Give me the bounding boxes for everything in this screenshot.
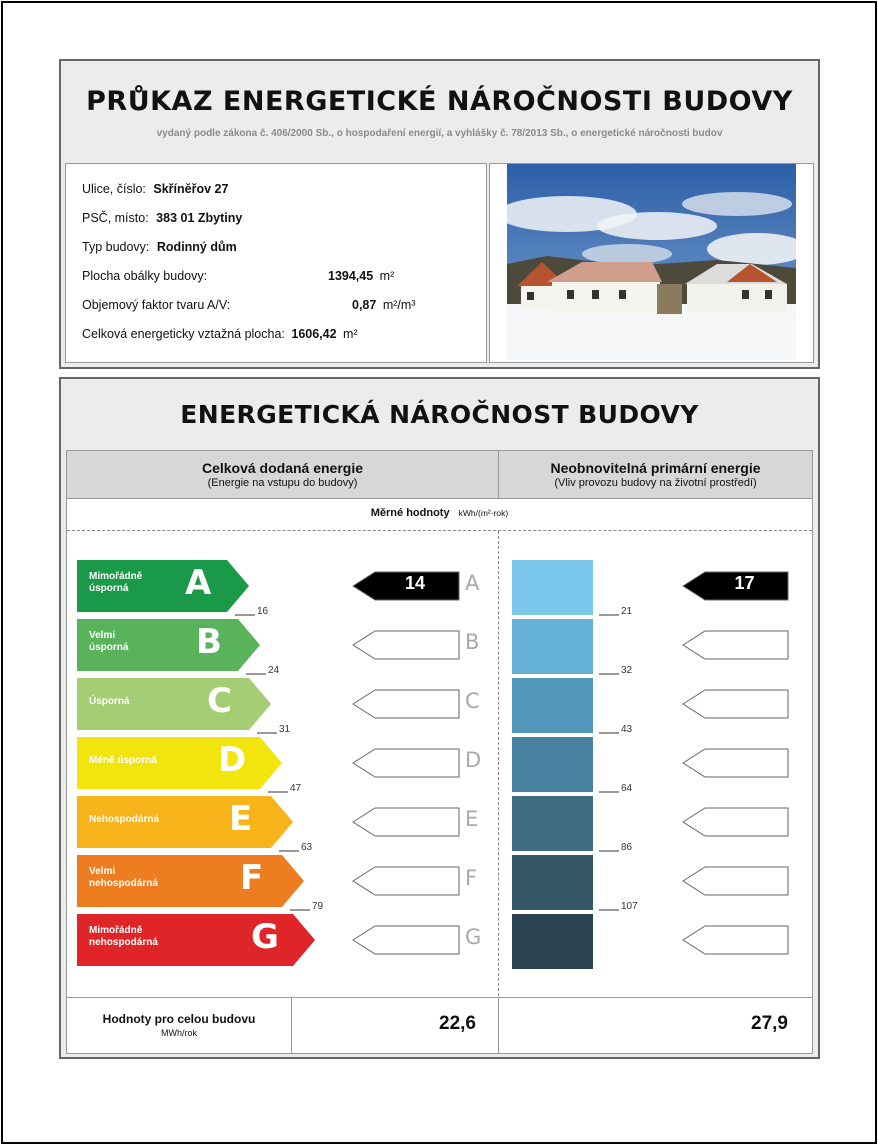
- primary-threshold-43: 43: [621, 724, 633, 735]
- envelope-value: 1394,45: [328, 269, 374, 283]
- class-label-line2: úsporná: [89, 583, 129, 594]
- primary-energy-total: 27,9: [751, 1013, 788, 1034]
- envelope-row: [82, 269, 207, 283]
- delivered-class-letter-g: G: [465, 925, 482, 949]
- class-label-line1: Velmi: [89, 866, 116, 877]
- scale-labels-layer: [65, 529, 810, 999]
- building-type-value: Rodinný dům: [156, 240, 237, 254]
- delivered-class-letter-c: C: [465, 689, 480, 713]
- reference-area-label: Celková energeticky vztažná plocha:: [82, 327, 285, 341]
- whole-building-unit: MWh/rok: [161, 1028, 197, 1038]
- building-type-label: Typ budovy:: [82, 240, 150, 254]
- class-label-f: [89, 866, 158, 890]
- whole-building-title: Hodnoty pro celou budovu: [102, 1012, 256, 1026]
- delivered-energy-total: 22,6: [439, 1013, 476, 1034]
- zip-label: PSČ, místo:: [82, 211, 149, 225]
- delivered-class-letter-a: A: [465, 571, 480, 595]
- class-label-e: [89, 814, 159, 826]
- delivered-energy-title: Celková dodaná energie: [201, 460, 364, 476]
- reference-area-row: [82, 327, 358, 341]
- delivered-threshold-16: 16: [257, 606, 269, 617]
- primary-energy-title: Neobnovitelná primární energie: [550, 460, 761, 476]
- delivered-class-letter-e: E: [465, 807, 479, 831]
- class-label-line1: Mimořádně: [89, 925, 143, 936]
- certificate-title: PRŮKAZ ENERGETICKÉ NÁROČNOSTI BUDOVY: [86, 86, 793, 117]
- delivered-class-letter-d: D: [465, 748, 482, 772]
- class-label-c: [89, 696, 130, 708]
- class-letter-g: G: [251, 917, 279, 957]
- class-label-line2: nehospodárná: [89, 937, 158, 948]
- class-label-line1: Nehospodárná: [89, 814, 160, 825]
- class-label-line2: úsporná: [89, 642, 129, 653]
- class-letter-c: C: [207, 681, 232, 721]
- delivered-energy-subtitle: (Energie na vstupu do budovy): [207, 477, 358, 489]
- class-label-line1: Méně úsporná: [89, 755, 157, 766]
- class-letter-d: D: [218, 740, 247, 780]
- delivered-threshold-79: 79: [312, 901, 324, 912]
- primary-energy-header: [499, 460, 812, 489]
- specific-values-unit: kWh/(m²·rok): [458, 508, 509, 518]
- delivered-threshold-63: 63: [301, 842, 313, 853]
- envelope-unit: m²: [379, 269, 395, 283]
- primary-energy-value: 17: [734, 573, 755, 593]
- zip-row: [82, 211, 242, 225]
- building-photo-frame: [489, 163, 814, 363]
- delivered-threshold-24: 24: [268, 665, 280, 676]
- shape-factor-row: [82, 298, 230, 312]
- delivered-threshold-31: 31: [279, 724, 291, 735]
- delivered-energy-value: 14: [404, 573, 426, 593]
- street-row: [82, 182, 228, 196]
- building-info-panel: [65, 163, 487, 363]
- reference-area-unit: m²: [343, 327, 358, 341]
- specific-values-title: Měrné hodnoty: [370, 507, 450, 519]
- primary-threshold-86: 86: [621, 842, 633, 853]
- street-value: Skříněřov 27: [153, 182, 229, 196]
- shape-factor-value: 0,87: [352, 298, 377, 312]
- primary-energy-subtitle: (Vliv provozu budovy na životní prostředí): [554, 477, 757, 489]
- certificate-header: [59, 59, 820, 369]
- class-label-a: [89, 571, 142, 595]
- envelope-label: Plocha obálky budovy:: [82, 269, 208, 283]
- class-letter-a: A: [185, 563, 212, 603]
- class-label-line1: Velmi: [89, 630, 116, 641]
- class-label-line2: nehospodárná: [89, 878, 158, 889]
- class-letter-e: E: [229, 799, 253, 839]
- delivered-energy-header: [67, 460, 498, 489]
- shape-factor-value-group: [352, 298, 415, 312]
- class-letter-b: B: [196, 622, 222, 662]
- class-label-d: [89, 755, 157, 767]
- primary-threshold-21: 21: [621, 606, 633, 617]
- primary-threshold-32: 32: [621, 665, 633, 676]
- building-photo: [507, 164, 796, 360]
- energy-rating-title: ENERGETICKÁ NÁROČNOST BUDOVY: [180, 400, 699, 429]
- class-letter-f: F: [240, 858, 264, 898]
- reference-area-value: 1606,42: [291, 327, 337, 341]
- delivered-class-letter-b: B: [465, 630, 480, 654]
- shape-factor-unit: m²/m³: [382, 298, 416, 312]
- delivered-threshold-47: 47: [290, 783, 302, 794]
- shape-factor-label: Objemový faktor tvaru A/V:: [82, 298, 231, 312]
- envelope-value-group: [328, 269, 394, 283]
- delivered-class-letter-f: F: [465, 866, 478, 890]
- certificate-subtitle: vydaný podle zákona č. 406/2000 Sb., o hospodaření energií, a vyhlášky č. 78/2013 Sb., o energetické náročnosti budov: [156, 128, 723, 139]
- whole-building-label: [67, 1012, 291, 1038]
- specific-values-label: [67, 507, 812, 519]
- class-label-line1: Úsporná: [89, 696, 130, 707]
- primary-threshold-64: 64: [621, 783, 633, 794]
- class-label-g: [89, 925, 158, 949]
- class-label-b: [89, 630, 128, 654]
- zip-value: 383 01 Zbytiny: [156, 211, 243, 225]
- primary-threshold-107: 107: [621, 901, 638, 912]
- building-type-row: [82, 240, 237, 254]
- street-label: Ulice, číslo:: [82, 182, 146, 196]
- class-label-line1: Mimořádně: [89, 571, 143, 582]
